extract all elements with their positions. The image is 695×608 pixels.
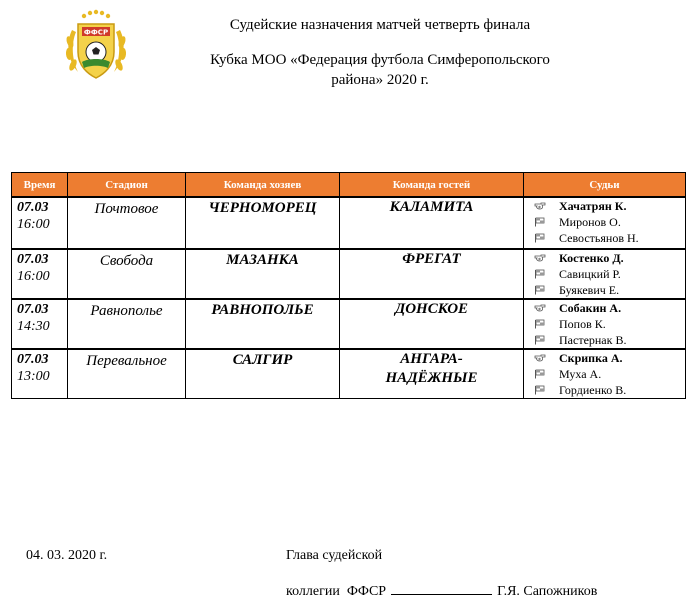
cell-referees [524,299,686,349]
referee-name: Буякевич Е. [559,283,620,297]
match-date: 07.03 [17,302,49,317]
home-team-name: МАЗАНКА [226,252,299,268]
assistant-referee [534,316,685,332]
main-referee [534,198,685,214]
assistant-referee [534,382,685,398]
stadium-name: Почтовое [94,201,159,217]
whistle-icon [534,201,546,211]
signatory-position: Глава судейской [286,548,383,563]
assistant-referee [534,282,685,298]
subtitle-line-1: Кубка МОО «Федерация футбола Симферопольского [210,52,550,68]
cell-stadium [68,349,186,399]
cell-away-team [340,349,524,399]
col-header-time: Время [12,173,68,198]
subtitle-line-2: района» 2020 г. [331,72,429,88]
main-referee [534,300,685,316]
cell-referees [524,349,686,399]
referee-name: Муха А. [559,367,602,381]
cell-time [12,299,68,349]
svg-text:ФФСР: ФФСР [83,28,109,37]
cell-stadium [68,197,186,249]
cell-referees [524,249,686,299]
whistle-icon [534,253,546,263]
cell-home-team [186,299,340,349]
stars [82,10,110,18]
cell-referees [524,197,686,249]
main-referee [534,350,685,366]
referee-name: Гордиенко В. [559,383,627,397]
cell-away-team [340,197,524,249]
flag-icon [534,319,546,329]
referee-name: Миронов О. [559,215,621,229]
referee-name: Попов К. [559,317,606,331]
whistle-icon [534,353,546,363]
away-team-name: КАЛАМИТА [389,199,474,215]
flag-icon [534,233,546,243]
stadium-name: Перевальное [86,353,167,369]
document-subtitle [140,50,620,90]
cell-home-team [186,349,340,399]
table-row [12,249,686,299]
assistant-referee [534,332,685,348]
cell-away-team [340,249,524,299]
signature-blank [391,582,492,595]
cell-time [12,249,68,299]
whistle-icon [534,303,546,313]
match-time: 14:30 [17,319,50,334]
col-header-away: Команда гостей [340,173,524,198]
schedule-table [11,172,686,399]
assistant-referee [534,366,685,382]
cell-time [12,197,68,249]
flag-icon [534,369,546,379]
assistant-referee [534,230,685,246]
assistant-referee [534,214,685,230]
match-time: 13:00 [17,369,50,384]
referee-name: Севостьянов Н. [559,231,639,245]
match-date: 07.03 [17,352,49,367]
cell-home-team [186,249,340,299]
flag-icon [534,335,546,345]
match-time: 16:00 [17,269,50,284]
match-date: 07.03 [17,200,49,215]
cell-stadium [68,249,186,299]
referee-name: Савицкий Р. [559,267,621,281]
home-team-name: ЧЕРНОМОРЕЦ [208,200,317,216]
flag-icon [534,385,546,395]
col-header-referees: Судьи [524,173,686,198]
home-team-name: РАВНОПОЛЬЕ [211,302,314,318]
match-date: 07.03 [17,252,49,267]
table-header-row [12,173,686,198]
table-row [12,197,686,249]
flag-icon [534,285,546,295]
match-time: 16:00 [17,217,50,232]
referee-name: Хачатрян К. [559,199,627,213]
ffsr-logo [62,8,130,84]
main-referee [534,250,685,266]
stadium-name: Свобода [99,253,154,269]
away-team-name: АНГАРА- НАДЁЖНЫЕ [385,351,478,386]
flag-icon [534,217,546,227]
flag-icon [534,269,546,279]
referee-name: Пастернак В. [559,333,627,347]
home-team-name: САЛГИР [232,352,293,368]
table-row [12,349,686,399]
document-date: 04. 03. 2020 г. [26,548,108,563]
cell-away-team [340,299,524,349]
referee-name: Костенко Д. [559,251,624,265]
cell-stadium [68,299,186,349]
col-header-home: Команда хозяев [186,173,340,198]
signature-line [286,582,597,600]
signatory-org: коллегии ФФСР [286,584,387,599]
cell-home-team [186,197,340,249]
document-title: Судейские назначения матчей четверть финала [229,17,531,33]
table-row [12,299,686,349]
stadium-name: Равнополье [90,303,163,319]
col-header-stadium: Стадион [68,173,186,198]
away-team-name: ДОНСКОЕ [394,301,469,317]
assistant-referee [534,266,685,282]
signatory-name: Г.Я. Сапожников [497,584,598,599]
away-team-name: ФРЕГАТ [402,251,461,267]
referee-name: Собакин А. [559,301,622,315]
cell-time [12,349,68,399]
referee-name: Скрипка А. [559,351,623,365]
